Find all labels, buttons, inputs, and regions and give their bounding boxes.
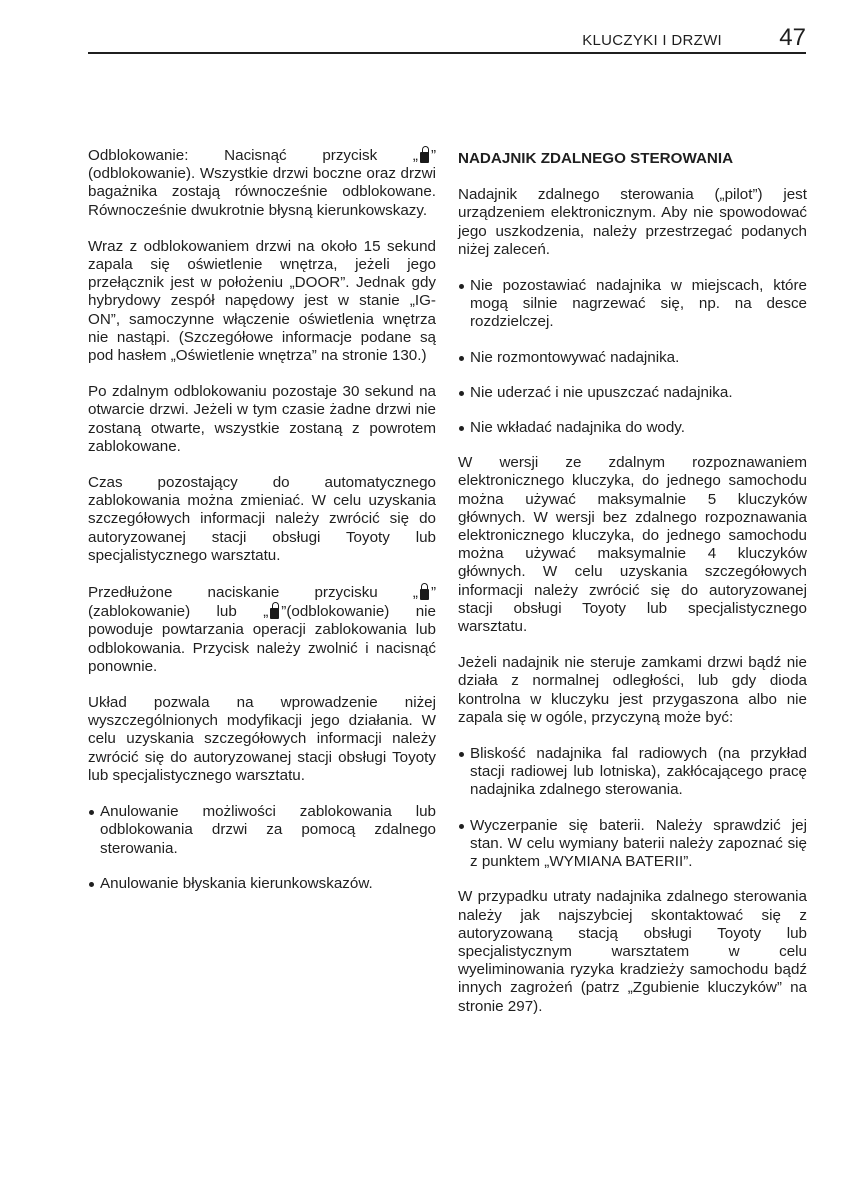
paragraph-relock-time: Czas pozostający do automatycznego zablokowania można zmieniać. W celu uzyskania szczegółowych informacji należy zwrócić się do autoryzowanej stacji obsługi Toyoty lub specjalistycznego warsztatu. (88, 474, 436, 564)
paragraph-unlock: Odblokowanie: Nacisnąć przycisk „ ” (odblokowanie). Wszystkie drzwi boczne oraz drzwi bagażnika zostają równocześnie odblokowane. Równocześnie dwukrotnie błysną kierunkowskazy. (88, 147, 436, 219)
paragraph-modifications: Układ pozwala na wprowadzenie niżej wyszczególnionych modyfikacji jego działania. W celu uzyskania szczegółowych informacji należy zwrócić się do autoryzowanej stacji obsługi Toyoty lub specjalistycznego warsztatu. (88, 694, 436, 784)
unlock-button-icon (419, 146, 430, 163)
list-item: Anulowanie błyskania kierunkowskazów. (88, 875, 436, 893)
list-item: Nie uderzać i nie upuszczać nadajnika. (458, 384, 807, 402)
lock-button-icon (419, 583, 430, 600)
paragraph-transmitter-intro: Nadajnik zdalnego sterowania („pilot”) jest urządzeniem elektronicznym. Aby nie spowodować jego uszkodzenia, należy przestrzegać podanych niżej zaleceń. (458, 186, 807, 258)
subsection-title: NADAJNIK ZDALNEGO STEROWANIA (458, 150, 734, 167)
list-item: Wyczerpanie się baterii. Należy sprawdzić jej stan. W celu wymiany baterii należy zapoznać się z punktem „WYMIANA BATERII”. (458, 817, 807, 872)
page-number: 47 (779, 24, 806, 51)
list-item: Nie pozostawiać nadajnika w miejscach, które mogą silnie nagrzewać się, np. na desce rozdzielczej. (458, 277, 807, 332)
left-column (88, 146, 436, 910)
paragraph-key-count: W wersji ze zdalnym rozpoznawaniem elektronicznego kluczyka, do jednego samochodu można używać maksymalnie 5 kluczyków głównych. W wersji bez zdalnego rozpoznawania elektronicznego kluczyka, do jednego samochodu można używać maksymalnie 4 kluczyków głównych. W celu uzyskania szczegółowych informacji należy zwrócić się do autoryzowanej stacji obsługi Toyoty lub specjalistycznego warsztatu. (458, 454, 807, 636)
paragraph-lost-transmitter: W przypadku utraty nadajnika zdalnego sterowania należy jak najszybciej skontaktować się z autoryzowaną stacją obsługi Toyoty lub specjalistycznym warsztatem w celu wyeliminowania ryzyka kradzieży samochodu bądź innych zagrożeń (patrz „Zgubienie kluczyków” na stronie 297). (458, 888, 807, 1015)
right-column (458, 146, 807, 1034)
paragraph-long-press: Przedłużone naciskanie przycisku „ ” (zablokowanie) lub „ ”(odblokowanie) nie powoduje powtarzania operacji zablokowania lub odblokowania. Przycisk należy zwolnić i nacisnąć ponownie. (88, 584, 436, 675)
list-item: Nie wkładać nadajnika do wody. (458, 419, 807, 437)
paragraph-interior-light: Wraz z odblokowaniem drzwi na około 15 sekund zapala się oświetlenie wnętrza, jeżeli jego przełącznik jest w położeniu „DOOR”. Jednak gdy hybrydowy zespół napędowy jest w stanie „IG- ON”, samoczynne włączenie oświetlenia wnętrza nie nastąpi. (Szczegółowe informacje podane są pod hasłem „Oświetlenie wnętrza” na stronie 130.) (88, 237, 436, 365)
paragraph-auto-relock: Po zdalnym odblokowaniu pozostaje 30 sekund na otwarcie drzwi. Jeżeli w tym czasie żadne drzwi nie zostaną otwarte, wszystkie zostaną z powrotem zablokowane. (88, 383, 436, 455)
unlock-button-icon (269, 602, 280, 619)
list-item: Anulowanie możliwości zablokowania lub odblokowania drzwi za pomocą zdalnego sterowania. (88, 803, 436, 858)
list-item: Nie rozmontowywać nadajnika. (458, 349, 807, 367)
section-title: KLUCZYKI I DRZWI (582, 32, 722, 49)
page-header (88, 24, 806, 54)
paragraph-malfunction: Jeżeli nadajnik nie steruje zamkami drzwi bądź nie działa z normalnej odległości, lub gdy dioda kontrolna w kluczyku jest przygaszona albo nie zapala się w ogóle, przyczyną może być: (458, 654, 807, 726)
list-item: Bliskość nadajnika fal radiowych (na przykład stacji radiowej lub lotniska), zakłócającego pracę nadajnika zdalnego sterowania. (458, 745, 807, 800)
header-rule (88, 52, 806, 54)
